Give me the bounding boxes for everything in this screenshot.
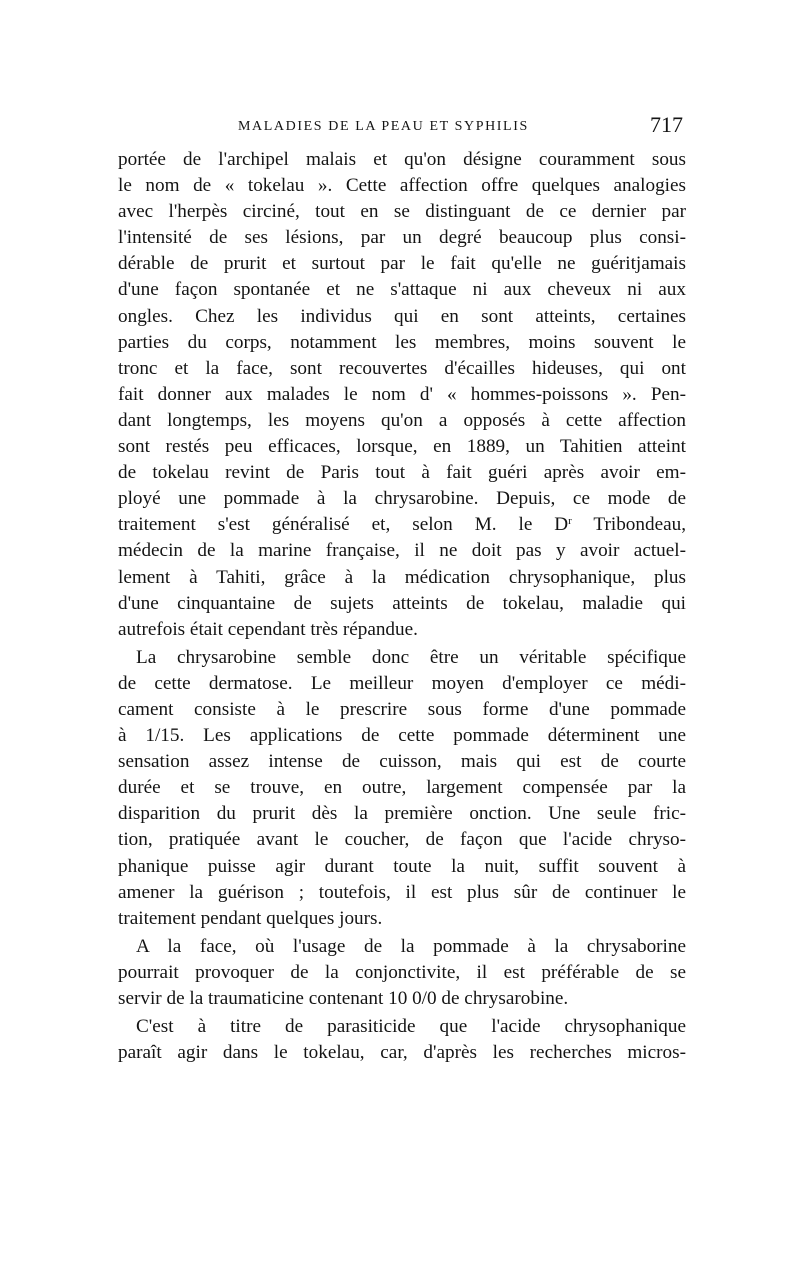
paragraph xyxy=(118,645,686,932)
text-line: C'est à titre de parasiticide que l'acide chrysophanique xyxy=(136,1016,686,1038)
text-line: disparition du prurit dès la première onction. Une seule fric- xyxy=(118,803,686,825)
text-fragment: Tribondeau, xyxy=(571,514,686,536)
text-line: à 1/15. Les applications de cette pommade déterminent une xyxy=(118,725,686,747)
text-line xyxy=(118,512,686,538)
text-line: dant longtemps, les moyens qu'on a opposés à cette affection xyxy=(118,409,686,431)
paragraph xyxy=(118,1014,686,1066)
text-line: paraît agir dans le tokelau, car, d'après les recherches micros- xyxy=(118,1042,686,1064)
text-line: de tokelau revint de Paris tout à fait guéri après avoir em- xyxy=(118,462,686,484)
text-fragment: traitement s'est généralisé et, selon M. le D xyxy=(118,514,569,536)
text-line: de cette dermatose. Le meilleur moyen d'employer ce médi- xyxy=(118,672,686,694)
text-line: traitement pendant quelques jours. xyxy=(118,907,383,929)
page-header xyxy=(118,112,683,142)
paragraph xyxy=(118,147,686,643)
text-line: sensation assez intense de cuisson, mais qui est de courte xyxy=(118,751,686,773)
text-line: ployé une pommade à la chrysarobine. Depuis, ce mode de xyxy=(118,488,686,510)
text-line: phanique puisse agir durant toute la nuit, suffit souvent à xyxy=(118,855,686,877)
text-line: autrefois était cependant très répandue. xyxy=(118,618,418,640)
text-line: parties du corps, notamment les membres, moins souvent le xyxy=(118,331,686,353)
text-line: lement à Tahiti, grâce à la médication chrysophanique, plus xyxy=(118,566,686,588)
text-line: d'une cinquantaine de sujets atteints de tokelau, maladie qui xyxy=(118,592,686,614)
text-line: tronc et la face, sont recouvertes d'écailles hideuses, qui ont xyxy=(118,357,686,379)
text-line: d'une façon spontanée et ne s'attaque ni aux cheveux ni aux xyxy=(118,279,686,301)
text-line: A la face, où l'usage de la pommade à la chrysaborine xyxy=(136,935,686,957)
text-line: amener la guérison ; toutefois, il est plus sûr de continuer le xyxy=(118,881,686,903)
text-line: ongles. Chez les individus qui en sont atteints, certaines xyxy=(118,305,686,327)
text-line: La chrysarobine semble donc être un véritable spécifique xyxy=(136,646,686,668)
superscript: r xyxy=(568,515,572,528)
paragraph xyxy=(118,934,686,1012)
running-head: MALADIES DE LA PEAU ET SYPHILIS xyxy=(238,119,529,134)
text-line: fait donner aux malades le nom d' « hommes-poissons ». Pen- xyxy=(118,383,686,405)
text-line: le nom de « tokelau ». Cette affection offre quelques analogies xyxy=(118,175,686,197)
text-line: sont restés peu efficaces, lorsque, en 1889, un Tahitien atteint xyxy=(118,436,686,458)
text-line: servir de la traumaticine contenant 10 0/0 de chrysarobine. xyxy=(118,988,569,1009)
body-text xyxy=(118,147,686,1066)
text-line: l'intensité de ses lésions, par un degré beaucoup plus consi- xyxy=(118,227,686,249)
page-number: 717 xyxy=(650,112,683,137)
text-line: pourrait provoquer de la conjonctivite, il est préférable de se xyxy=(118,961,686,983)
text-line: dérable de prurit et surtout par le fait qu'elle ne guéritjamais xyxy=(118,253,686,275)
text-line: cament consiste à le prescrire sous forme d'une pommade xyxy=(118,698,686,720)
text-line: avec l'herpès circiné, tout en se distinguant de ce dernier par xyxy=(118,201,686,223)
text-line: portée de l'archipel malais et qu'on désigne couramment sous xyxy=(118,149,686,170)
text-line: médecin de la marine française, il ne doit pas y avoir actuel- xyxy=(118,540,686,562)
text-line: durée et se trouve, en outre, largement compensée par la xyxy=(118,777,686,799)
text-line: tion, pratiquée avant le coucher, de façon que l'acide chryso- xyxy=(118,829,686,851)
